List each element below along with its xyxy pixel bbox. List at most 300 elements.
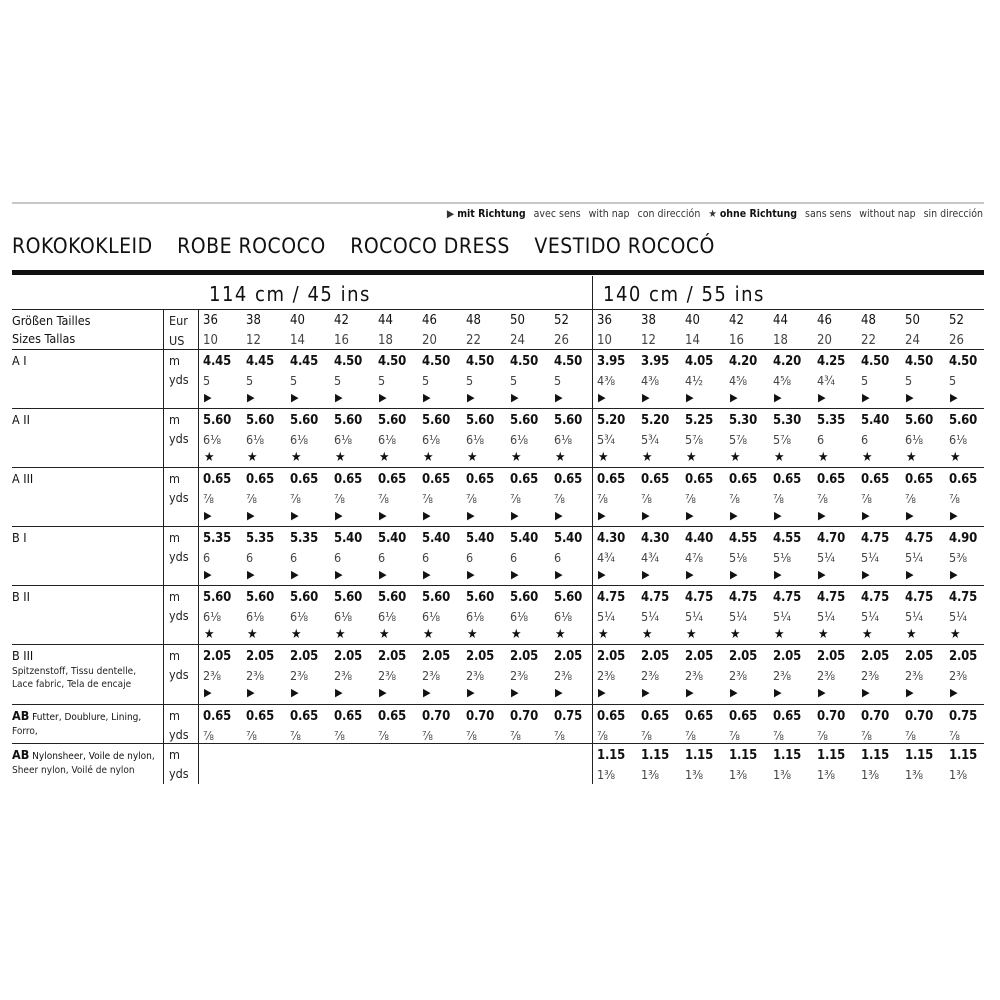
meters-value: 5.60 (203, 413, 232, 428)
meters-value: 5.40 (861, 413, 890, 428)
meters-value: 5.30 (773, 413, 802, 428)
yards-value: ⅞ (290, 728, 301, 743)
size-eur: 46 (817, 313, 832, 328)
row-label-code: AB (12, 747, 30, 762)
nap-mark: ▶ (379, 686, 387, 699)
meters-value: 5.60 (290, 413, 319, 428)
meters-value: 4.70 (817, 531, 846, 546)
yards-value: ⅞ (685, 491, 696, 506)
nap-mark: ▶ (818, 509, 826, 522)
yards-value: 6⅛ (334, 609, 353, 624)
size-eur: 48 (861, 313, 876, 328)
with-nap-en: with nap (588, 208, 630, 220)
meters-value: 0.65 (290, 472, 319, 487)
nap-mark: ▶ (467, 391, 475, 404)
unit-yds: yds (169, 372, 189, 387)
meters-value: 5.60 (334, 590, 363, 605)
yards-value: 6⅛ (510, 432, 529, 447)
nap-mark: ▶ (906, 391, 914, 404)
nap-mark: ▶ (204, 509, 212, 522)
size-eur: 38 (641, 313, 656, 328)
meters-value: 4.75 (905, 590, 934, 605)
yards-value: 2⅜ (334, 668, 353, 683)
nap-mark: ★ (730, 627, 741, 642)
yards-value: ⅞ (817, 491, 828, 506)
column-divider (198, 309, 199, 784)
meters-value: 0.65 (641, 472, 670, 487)
meters-value: 5.40 (554, 531, 583, 546)
meters-value: 0.65 (817, 472, 846, 487)
meters-value: 0.65 (203, 709, 232, 724)
yards-value: 4⅝ (729, 373, 748, 388)
yards-value: 5⅜ (949, 550, 968, 565)
yards-value: 2⅜ (817, 668, 836, 683)
meters-value: 2.05 (905, 649, 934, 664)
nap-mark: ★ (642, 627, 653, 642)
nap-mark: ▶ (204, 686, 212, 699)
meters-value: 0.65 (203, 472, 232, 487)
without-nap-symbol: ★ (708, 208, 717, 220)
unit-m: m (169, 648, 180, 663)
yards-value: 6 (246, 550, 254, 565)
yards-value: ⅞ (378, 491, 389, 506)
yards-value: 6 (290, 550, 298, 565)
yards-value: 5 (949, 373, 957, 388)
meters-value: 0.65 (378, 472, 407, 487)
row-label-text: A III (12, 471, 34, 486)
row-divider (12, 585, 984, 586)
meters-value: 2.05 (422, 649, 451, 664)
row-divider (12, 467, 984, 468)
row-divider (12, 704, 984, 705)
yards-value: ⅞ (861, 728, 872, 743)
meters-value: 0.65 (685, 472, 714, 487)
meters-value: 3.95 (641, 354, 670, 369)
meters-value: 3.95 (597, 354, 626, 369)
nap-mark: ▶ (204, 568, 212, 581)
meters-value: 0.70 (905, 709, 934, 724)
meters-value: 0.65 (773, 472, 802, 487)
nap-mark: ▶ (598, 509, 606, 522)
yards-value: 5 (554, 373, 562, 388)
meters-value: 2.05 (729, 649, 758, 664)
unit-m: m (169, 353, 180, 368)
meters-value: 1.15 (597, 748, 626, 763)
meters-value: 5.60 (554, 590, 583, 605)
row-label (12, 708, 141, 723)
meters-value: 4.30 (641, 531, 670, 546)
title-underline (12, 270, 984, 275)
with-nap-es: con dirección (637, 208, 701, 220)
meters-value: 5.60 (510, 590, 539, 605)
meters-value: 4.50 (554, 354, 583, 369)
unit-m: m (169, 412, 180, 427)
top-divider (12, 202, 984, 204)
size-eur: 36 (203, 313, 218, 328)
row-sublabel: Forro, (12, 726, 38, 737)
row-label (12, 412, 30, 427)
yards-value: 6⅛ (905, 432, 924, 447)
yards-value: 4⅜ (597, 373, 616, 388)
size-eur: 44 (378, 313, 393, 328)
meters-value: 2.05 (641, 649, 670, 664)
row-label-text: B II (12, 589, 30, 604)
nap-mark: ▶ (511, 391, 519, 404)
meters-value: 0.65 (246, 709, 275, 724)
row-label-text: B I (12, 530, 27, 545)
eur-label: Eur (169, 313, 188, 328)
meters-value: 0.65 (597, 709, 626, 724)
yards-value: ⅞ (641, 491, 652, 506)
row-divider (12, 309, 984, 310)
yards-value: 6 (817, 432, 825, 447)
yards-value: 1⅜ (949, 767, 968, 782)
meters-value: 5.60 (334, 413, 363, 428)
nap-mark: ★ (906, 627, 917, 642)
yards-value: 6 (554, 550, 562, 565)
meters-value: 4.75 (861, 531, 890, 546)
nap-mark: ▶ (291, 686, 299, 699)
nap-mark: ▶ (686, 391, 694, 404)
meters-value: 2.05 (510, 649, 539, 664)
size-eur: 52 (949, 313, 964, 328)
nap-mark: ▶ (950, 391, 958, 404)
row-label-text: Nylonsheer, Voile de nylon, (29, 751, 155, 762)
meters-value: 5.20 (597, 413, 626, 428)
meters-value: 5.60 (203, 590, 232, 605)
yards-value: 5¾ (597, 432, 616, 447)
row-label-code: AB (12, 708, 30, 723)
yards-value: 5 (203, 373, 211, 388)
yards-value: 6⅛ (334, 432, 353, 447)
nap-mark: ▶ (291, 509, 299, 522)
yards-value: 6⅛ (422, 609, 441, 624)
yards-value: ⅞ (685, 728, 696, 743)
yards-value: ⅞ (905, 728, 916, 743)
meters-value: 0.65 (949, 472, 978, 487)
yards-value: ⅞ (246, 728, 257, 743)
size-eur: 42 (334, 313, 349, 328)
nap-mark: ▶ (906, 509, 914, 522)
nap-mark: ★ (818, 627, 829, 642)
meters-value: 5.35 (246, 531, 275, 546)
meters-value: 0.65 (422, 472, 451, 487)
size-label-line2: Sizes Tallas (12, 331, 76, 346)
meters-value: 5.60 (905, 413, 934, 428)
row-divider (12, 408, 984, 409)
yards-value: ⅞ (729, 728, 740, 743)
nap-mark: ★ (291, 627, 302, 642)
nap-mark: ★ (862, 627, 873, 642)
nap-mark: ▶ (950, 509, 958, 522)
yards-value: 6 (334, 550, 342, 565)
row-divider (12, 743, 984, 744)
fabric-width-114: 114 cm / 45 ins (209, 282, 371, 306)
nap-mark: ▶ (730, 391, 738, 404)
meters-value: 2.05 (861, 649, 890, 664)
nap-mark: ▶ (247, 509, 255, 522)
size-us: 16 (729, 333, 744, 348)
yards-value: 4¾ (641, 550, 660, 565)
size-us: 10 (597, 333, 612, 348)
nap-mark: ▶ (555, 509, 563, 522)
nap-mark: ▶ (774, 686, 782, 699)
yards-value: 2⅜ (246, 668, 265, 683)
unit-yds: yds (169, 727, 189, 742)
nap-mark: ★ (379, 627, 390, 642)
yards-value: ⅞ (510, 491, 521, 506)
yards-value: 5 (378, 373, 386, 388)
meters-value: 0.70 (422, 709, 451, 724)
yards-value: 2⅜ (203, 668, 222, 683)
meters-value: 0.65 (246, 472, 275, 487)
meters-value: 2.05 (466, 649, 495, 664)
meters-value: 1.15 (685, 748, 714, 763)
yards-value: 1⅜ (861, 767, 880, 782)
nap-mark: ▶ (774, 509, 782, 522)
meters-value: 1.15 (729, 748, 758, 763)
yards-value: 6⅛ (949, 432, 968, 447)
meters-value: 5.40 (378, 531, 407, 546)
meters-value: 5.40 (422, 531, 451, 546)
meters-value: 4.90 (949, 531, 978, 546)
meters-value: 2.05 (334, 649, 363, 664)
unit-yds: yds (169, 431, 189, 446)
size-eur: 42 (729, 313, 744, 328)
size-us: 20 (422, 333, 437, 348)
meters-value: 5.60 (949, 413, 978, 428)
nap-mark: ▶ (467, 686, 475, 699)
nap-mark: ▶ (555, 686, 563, 699)
yards-value: 1⅜ (817, 767, 836, 782)
nap-mark: ★ (247, 450, 258, 465)
meters-value: 0.65 (905, 472, 934, 487)
size-us: 22 (466, 333, 481, 348)
yards-value: 4⅞ (685, 550, 704, 565)
yards-value: 5⅞ (729, 432, 748, 447)
nap-mark: ▶ (906, 686, 914, 699)
yards-value: 5⅞ (773, 432, 792, 447)
yards-value: 5¼ (685, 609, 704, 624)
nap-mark: ▶ (511, 568, 519, 581)
yards-value: 5¼ (905, 550, 924, 565)
yards-value: 5¼ (729, 609, 748, 624)
yards-value: 1⅜ (773, 767, 792, 782)
without-nap-en: without nap (859, 208, 916, 220)
nap-mark: ★ (511, 627, 522, 642)
nap-mark: ▶ (730, 568, 738, 581)
size-us: 18 (378, 333, 393, 348)
size-eur: 44 (773, 313, 788, 328)
yards-value: 6⅛ (203, 609, 222, 624)
yards-value: 1⅜ (597, 767, 616, 782)
meters-value: 2.05 (949, 649, 978, 664)
meters-value: 1.15 (641, 748, 670, 763)
nap-mark: ★ (686, 627, 697, 642)
nap-mark: ▶ (686, 509, 694, 522)
yards-value: 6 (422, 550, 430, 565)
meters-value: 4.20 (729, 354, 758, 369)
yards-value: ⅞ (949, 491, 960, 506)
yards-value: ⅞ (554, 728, 565, 743)
page-title (12, 234, 733, 258)
meters-value: 5.60 (510, 413, 539, 428)
yards-value: 2⅜ (773, 668, 792, 683)
yards-value: ⅞ (378, 728, 389, 743)
without-nap-de: ohne Richtung (719, 208, 798, 220)
unit-m: m (169, 530, 180, 545)
nap-mark: ★ (950, 627, 961, 642)
size-eur: 48 (466, 313, 481, 328)
row-label (12, 589, 30, 604)
yards-value: 6⅛ (466, 609, 485, 624)
nap-mark: ★ (555, 627, 566, 642)
meters-value: 4.50 (422, 354, 451, 369)
nap-mark: ▶ (598, 568, 606, 581)
meters-value: 4.30 (597, 531, 626, 546)
nap-legend (447, 208, 983, 220)
yards-value: 5¼ (641, 609, 660, 624)
meters-value: 5.60 (290, 590, 319, 605)
yards-value: 5 (422, 373, 430, 388)
nap-mark: ★ (950, 450, 961, 465)
size-eur: 50 (510, 313, 525, 328)
row-label (12, 471, 33, 486)
nap-mark: ▶ (379, 509, 387, 522)
title-de: ROKOKOKLEID (12, 234, 153, 258)
yards-value: 5¼ (861, 609, 880, 624)
meters-value: 4.50 (861, 354, 890, 369)
nap-mark: ★ (467, 450, 478, 465)
nap-mark: ▶ (818, 568, 826, 581)
size-us: 12 (641, 333, 656, 348)
meters-value: 5.25 (685, 413, 714, 428)
meters-value: 1.15 (905, 748, 934, 763)
unit-m: m (169, 747, 180, 762)
size-eur: 38 (246, 313, 261, 328)
nap-mark: ★ (335, 627, 346, 642)
yards-value: 5 (290, 373, 298, 388)
yards-value: ⅞ (554, 491, 565, 506)
size-us: 16 (334, 333, 349, 348)
yards-value: ⅞ (422, 491, 433, 506)
yards-value: 2⅜ (597, 668, 616, 683)
yards-value: 5 (466, 373, 474, 388)
nap-mark: ▶ (204, 391, 212, 404)
meters-value: 4.05 (685, 354, 714, 369)
yards-value: 5¼ (949, 609, 968, 624)
nap-mark: ★ (598, 627, 609, 642)
yards-value: ⅞ (905, 491, 916, 506)
meters-value: 5.60 (466, 590, 495, 605)
meters-value: 0.70 (510, 709, 539, 724)
size-eur: 40 (290, 313, 305, 328)
meters-value: 4.50 (949, 354, 978, 369)
nap-mark: ▶ (950, 686, 958, 699)
meters-value: 2.05 (378, 649, 407, 664)
yards-value: ⅞ (466, 491, 477, 506)
meters-value: 0.65 (378, 709, 407, 724)
nap-mark: ▶ (598, 686, 606, 699)
meters-value: 4.75 (817, 590, 846, 605)
yards-value: 1⅜ (729, 767, 748, 782)
unit-yds: yds (169, 608, 189, 623)
meters-value: 0.65 (334, 709, 363, 724)
nap-mark: ▶ (335, 686, 343, 699)
yards-value: ⅞ (641, 728, 652, 743)
nap-mark: ★ (247, 627, 258, 642)
meters-value: 5.35 (290, 531, 319, 546)
yards-value: 6⅛ (378, 432, 397, 447)
yards-value: 5¼ (817, 550, 836, 565)
nap-mark: ▶ (642, 568, 650, 581)
nap-mark: ★ (818, 450, 829, 465)
size-us: 12 (246, 333, 261, 348)
nap-mark: ▶ (511, 686, 519, 699)
meters-value: 1.15 (817, 748, 846, 763)
meters-value: 5.40 (466, 531, 495, 546)
meters-value: 0.65 (773, 709, 802, 724)
size-us: 10 (203, 333, 218, 348)
yards-value: 2⅜ (510, 668, 529, 683)
meters-value: 0.65 (685, 709, 714, 724)
meters-value: 5.60 (422, 413, 451, 428)
yards-value: 2⅜ (641, 668, 660, 683)
meters-value: 0.65 (510, 472, 539, 487)
meters-value: 4.50 (466, 354, 495, 369)
yards-value: 2⅜ (861, 668, 880, 683)
yards-value: ⅞ (817, 728, 828, 743)
yards-value: 2⅜ (729, 668, 748, 683)
nap-mark: ▶ (906, 568, 914, 581)
meters-value: 4.55 (773, 531, 802, 546)
meters-value: 4.40 (685, 531, 714, 546)
row-sublabel: Sheer nylon, Voilé de nylon (12, 765, 135, 776)
row-label-text: A II (12, 412, 30, 427)
meters-value: 2.05 (817, 649, 846, 664)
unit-yds: yds (169, 667, 189, 682)
nap-mark: ▶ (642, 686, 650, 699)
yards-value: ⅞ (290, 491, 301, 506)
nap-mark: ▶ (247, 568, 255, 581)
yards-value: 6⅛ (290, 432, 309, 447)
nap-mark: ▶ (247, 686, 255, 699)
nap-mark: ▶ (291, 568, 299, 581)
yards-value: 5¾ (641, 432, 660, 447)
meters-value: 0.70 (861, 709, 890, 724)
meters-value: 1.15 (773, 748, 802, 763)
nap-mark: ▶ (774, 568, 782, 581)
yards-value: 6 (861, 432, 869, 447)
meters-value: 5.60 (554, 413, 583, 428)
meters-value: 4.75 (641, 590, 670, 605)
us-label: US (169, 333, 185, 348)
meters-value: 5.30 (729, 413, 758, 428)
meters-value: 4.50 (334, 354, 363, 369)
yards-value: 5⅞ (685, 432, 704, 447)
meters-value: 0.65 (641, 709, 670, 724)
meters-value: 0.75 (949, 709, 978, 724)
nap-mark: ▶ (686, 568, 694, 581)
nap-mark: ▶ (335, 509, 343, 522)
yards-value: ⅞ (729, 491, 740, 506)
nap-mark: ★ (467, 627, 478, 642)
title-es: VESTIDO ROCOCÓ (534, 234, 715, 258)
yards-value: 6 (466, 550, 474, 565)
nap-mark: ▶ (686, 686, 694, 699)
meters-value: 5.60 (422, 590, 451, 605)
nap-mark: ▶ (730, 509, 738, 522)
